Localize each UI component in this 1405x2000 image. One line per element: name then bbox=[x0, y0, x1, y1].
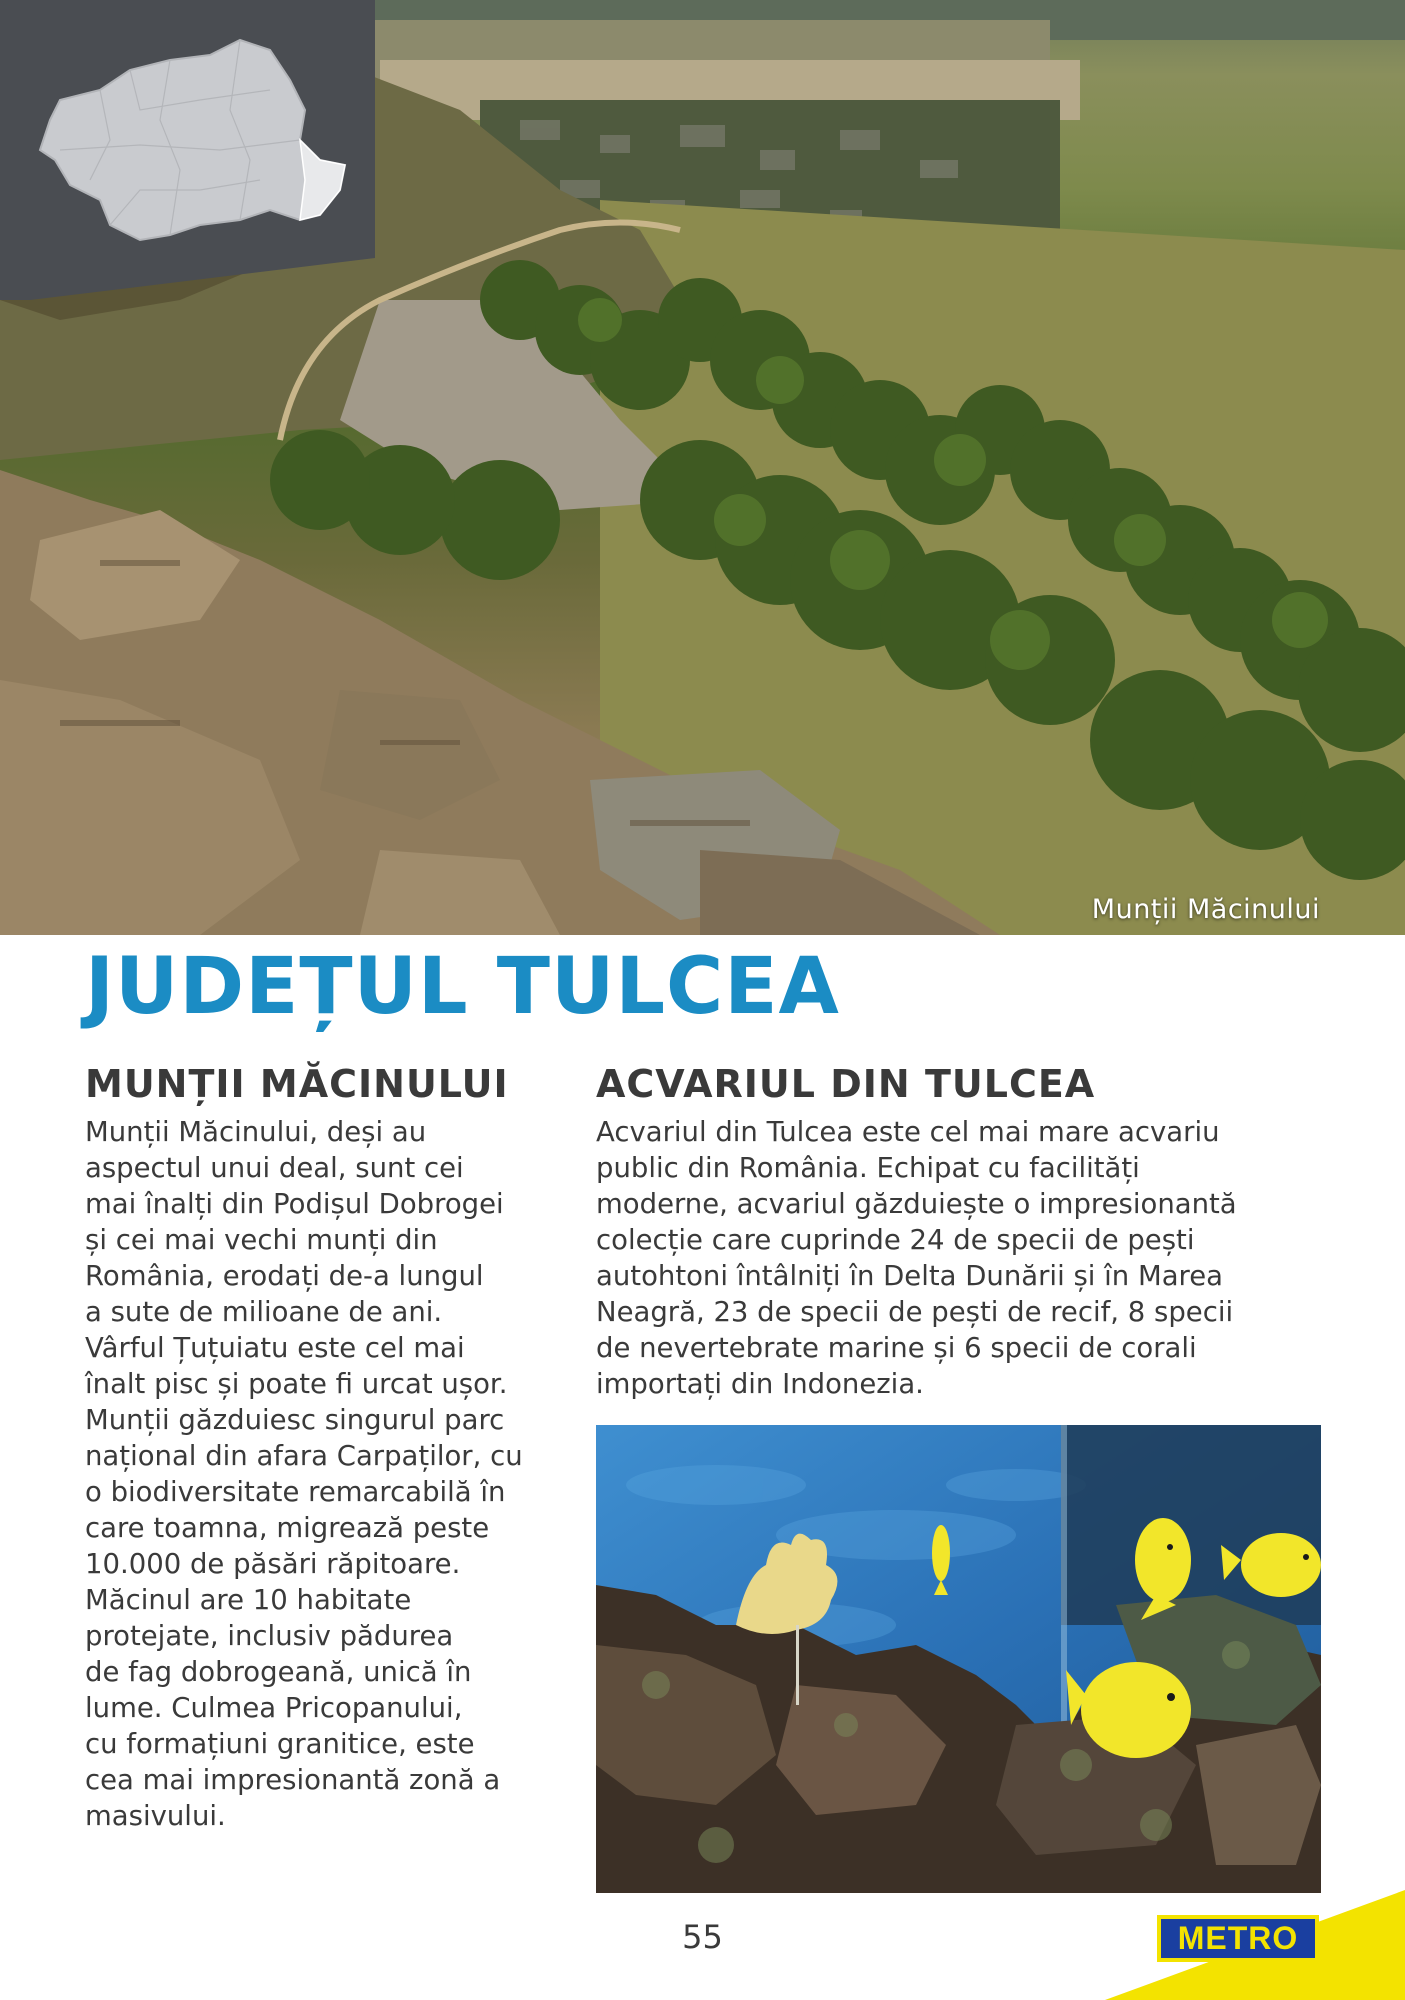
romania-map-inset bbox=[0, 0, 375, 300]
section-muntii-macinului bbox=[85, 1062, 565, 1834]
metro-logo bbox=[1157, 1915, 1319, 1962]
aquarium-photo bbox=[596, 1425, 1321, 1893]
metro-logo-text: METRO bbox=[1177, 1920, 1299, 1956]
hero-photo bbox=[0, 0, 1405, 935]
page-title: JUDEȚUL TULCEA bbox=[85, 942, 840, 1032]
section-heading: MUNȚII MĂCINULUI bbox=[85, 1062, 509, 1106]
hero-caption: Munții Măcinului bbox=[1091, 894, 1320, 925]
section-acvariul-din-tulcea bbox=[596, 1062, 1316, 1402]
section-body: Acvariul din Tulcea este cel mai mare acvariu public din România. Echipat cu facilități moderne, acvariul găzduiește o impresionantă colecție care cuprinde 24 de specii de pești autohtoni întâlniți în Delta Dunării și în Marea Neagră, 23 de specii de pești de recif, 8 specii de nevertebrate marine și 6 specii de corali importați din Indonezia. bbox=[596, 1116, 1237, 1400]
section-heading: ACVARIUL DIN TULCEA bbox=[596, 1062, 1096, 1106]
section-body: Munții Măcinului, deși au aspectul unui deal, sunt cei mai înalți din Podișul Dobrogei și cei mai vechi munți din România, erodați de-a lungul a sute de milioane de ani. Vârful Țuțuiatu este cel mai înalt pisc și poate fi urcat ușor. Munții găzduiesc singurul parc național din afara Carpaților, cu o biodiversitate remarcabilă în care toamna, migrează peste 10.000 de păsări răpitoare. Măcinul are 10 habitate protejate, inclusiv pădurea de fag dobrogeană, unică în lume. Culmea Pricopanului, cu formațiuni granitice, este cea mai impresionantă zonă a masivului. bbox=[85, 1116, 523, 1832]
page-number: 55 bbox=[682, 1918, 723, 1956]
aquarium-illustration bbox=[596, 1425, 1321, 1893]
